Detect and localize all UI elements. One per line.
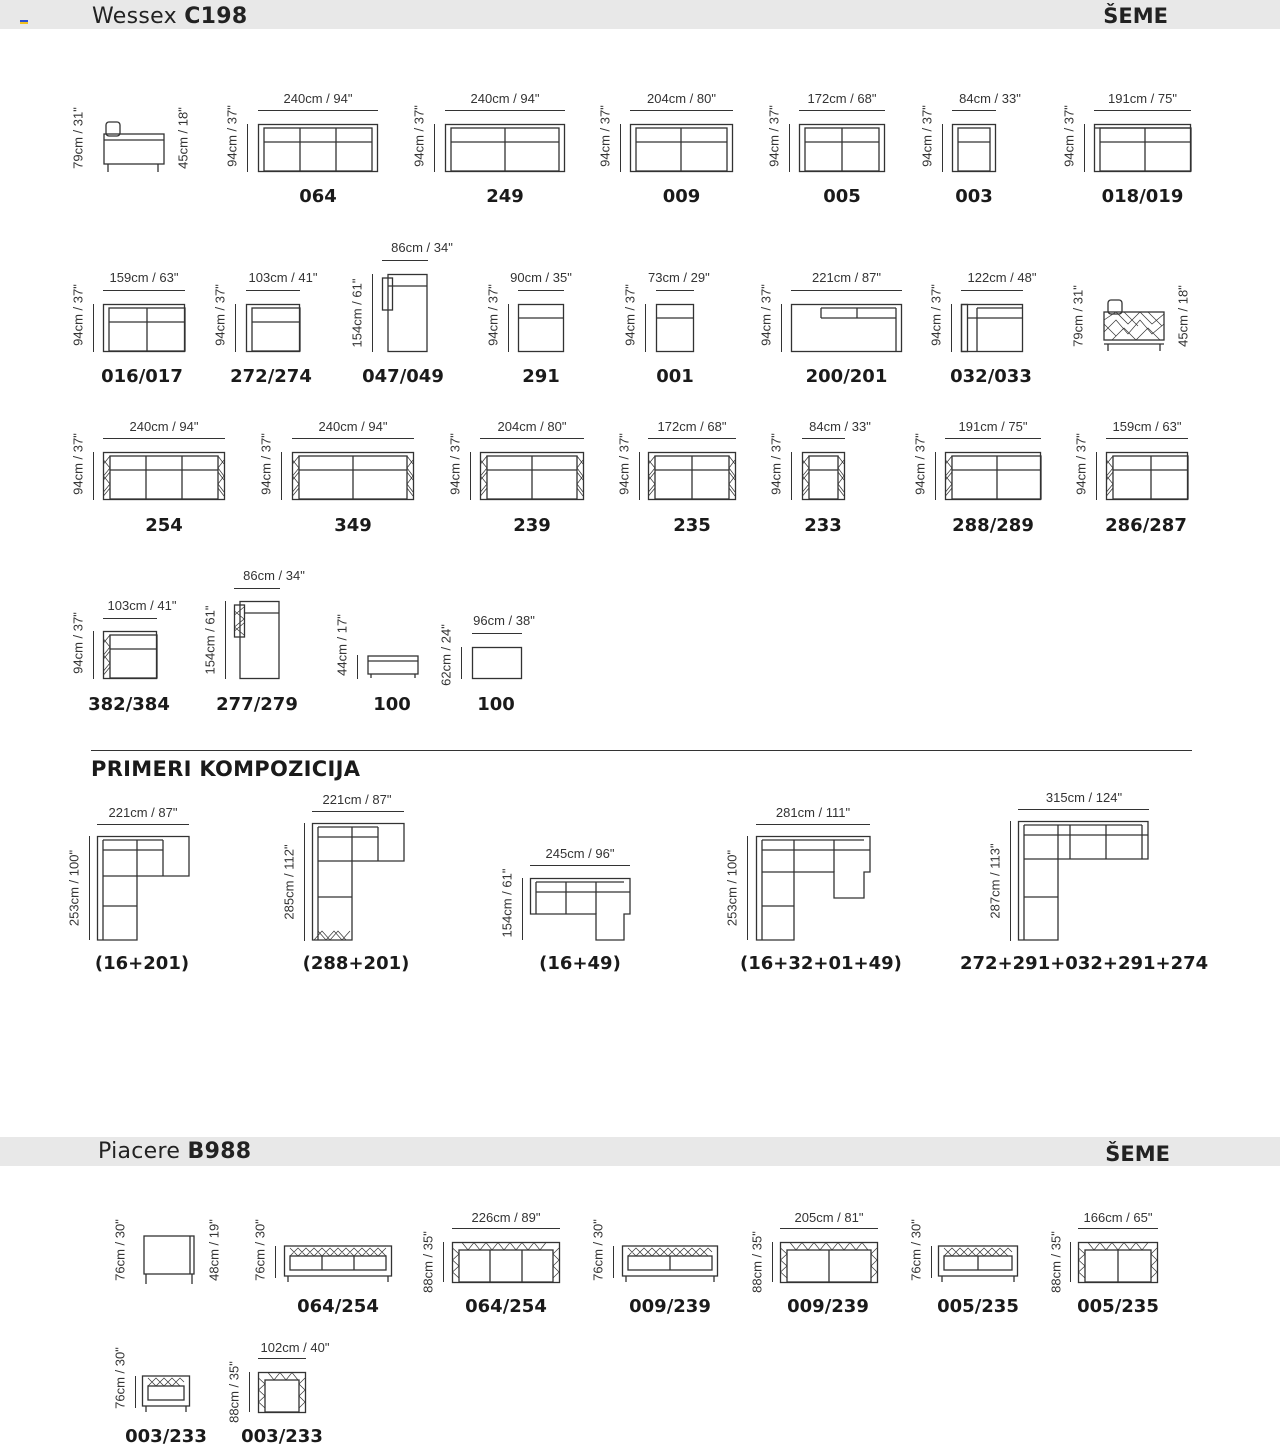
- dim-width-239: 204cm / 80": [497, 419, 567, 434]
- sofa-009-diagram: [630, 124, 733, 172]
- dim-line: [452, 1228, 560, 1229]
- dim-width-032-033: 122cm / 48": [967, 270, 1037, 285]
- dim-height-005-235-front: 76cm / 30": [908, 1219, 924, 1281]
- piacere-right-label: ŠEME: [1105, 1142, 1170, 1166]
- dim-line: [461, 647, 462, 679]
- sofa-016-017-diagram: [103, 304, 185, 352]
- dim-line: [645, 304, 646, 352]
- dim-height-349: 94cm / 37": [258, 433, 274, 495]
- sofa-291-diagram: [518, 304, 564, 352]
- dim-height-009-239-front: 76cm / 30": [590, 1219, 606, 1281]
- dim-height-003: 94cm / 37": [919, 105, 935, 167]
- dim-height-064: 94cm / 37": [224, 105, 240, 167]
- code-003-233-top: 003/233: [241, 1426, 323, 1447]
- code-016-017: 016/017: [101, 366, 183, 387]
- piacere-title: [98, 1137, 251, 1166]
- dim-line: [225, 601, 226, 679]
- dim-height-032-033: 94cm / 37": [928, 284, 944, 346]
- flag-icon: [20, 20, 28, 24]
- dim-line: [93, 304, 94, 352]
- dim-width-288-289: 191cm / 75": [958, 419, 1028, 434]
- dim-line: [292, 438, 414, 439]
- dim-height-200-201: 94cm / 37": [758, 284, 774, 346]
- code-001: 001: [656, 366, 694, 387]
- dim-width-16-49: 245cm / 96": [545, 846, 615, 861]
- dim-line: [508, 304, 509, 352]
- dim-line: [620, 124, 621, 172]
- wessex-model: C198: [184, 4, 248, 29]
- wessex-title: [92, 2, 247, 31]
- dim-width-286-287: 159cm / 63": [1112, 419, 1182, 434]
- dim-line: [791, 452, 792, 500]
- code-009: 009: [662, 186, 701, 207]
- code-249: 249: [486, 186, 524, 207]
- dim-width-016-017: 159cm / 63": [109, 270, 179, 285]
- dim-width-001: 73cm / 29": [648, 270, 710, 285]
- code-032-033: 032/033: [950, 366, 1032, 387]
- dim-height-239: 94cm / 37": [447, 433, 463, 495]
- dim-line: [103, 618, 157, 619]
- profile-seat-height-label: 48cm / 19": [206, 1219, 222, 1281]
- dim-line: [613, 1246, 614, 1278]
- sofa-288-289-diagram: [945, 452, 1041, 500]
- dim-line: [935, 452, 936, 500]
- piacere-064-254-top-diagram: [452, 1242, 560, 1283]
- code-288-201: (288+201): [302, 953, 410, 974]
- dim-line: [443, 1242, 444, 1282]
- dim-line: [518, 290, 564, 291]
- code-16-32-01-49: (16+32+01+49): [740, 953, 902, 974]
- dim-height-288-201: 285cm / 112": [281, 844, 297, 920]
- code-254: 254: [145, 515, 183, 536]
- piacere-005-235-top-diagram: [1078, 1242, 1158, 1283]
- dim-width-100-top: 96cm / 38": [473, 613, 535, 628]
- dim-height-254: 94cm / 37": [70, 433, 86, 495]
- dim-line: [931, 1246, 932, 1278]
- dim-height-277-279: 154cm / 61": [202, 605, 218, 675]
- chaise-047-049-diagram: [382, 274, 428, 352]
- dim-width-009-239-top: 205cm / 81": [794, 1210, 864, 1225]
- code-16-201: (16+201): [94, 953, 190, 974]
- sofa-005-diagram: [799, 124, 885, 172]
- piacere-003-233-front-diagram: [142, 1374, 190, 1414]
- code-064-254-top: 064/254: [465, 1296, 547, 1317]
- dim-height-16-201: 253cm / 100": [66, 849, 82, 927]
- dim-width-003-233-top: 102cm / 40": [260, 1340, 330, 1355]
- dim-width-272-274: 103cm / 41": [248, 270, 318, 285]
- dim-height-064-254-top: 88cm / 35": [420, 1231, 436, 1293]
- dim-width-003: 84cm / 33": [959, 91, 1021, 106]
- profile-seat-height-label: 45cm / 18": [175, 107, 191, 169]
- dim-width-349: 240cm / 94": [318, 419, 388, 434]
- dim-line: [480, 438, 584, 439]
- sofa-254-diagram: [103, 452, 225, 500]
- sofa-272-274-diagram: [246, 304, 300, 352]
- profile-height-label: 79cm / 31": [1070, 285, 1086, 347]
- dim-height-005: 94cm / 37": [766, 105, 782, 167]
- dim-height-005-235-top: 88cm / 35": [1048, 1231, 1064, 1293]
- dim-line: [93, 452, 94, 500]
- dim-line: [1106, 438, 1188, 439]
- piacere-model: B988: [187, 1139, 252, 1164]
- section-divider: [91, 750, 1192, 751]
- dim-width-288-201: 221cm / 87": [322, 792, 392, 807]
- code-009-239-front: 009/239: [629, 1296, 711, 1317]
- dim-height-249: 94cm / 37": [411, 105, 427, 167]
- dim-line: [235, 304, 236, 352]
- dim-line: [97, 824, 189, 825]
- dim-width-005-235-top: 166cm / 65": [1083, 1210, 1153, 1225]
- sofa-286-287-diagram: [1106, 452, 1188, 500]
- sofa-382-384-diagram: [103, 631, 157, 679]
- piacere-side-view-icon: [138, 1234, 200, 1286]
- code-005-235-front: 005/235: [937, 1296, 1019, 1317]
- dim-line: [281, 452, 282, 500]
- dim-width-064-254-top: 226cm / 89": [471, 1210, 541, 1225]
- dim-line: [93, 631, 94, 679]
- dim-line: [648, 438, 736, 439]
- dim-width-009: 204cm / 80": [647, 91, 716, 106]
- piacere-005-235-front-diagram: [938, 1244, 1018, 1284]
- dim-line: [372, 274, 373, 352]
- dim-line: [434, 124, 435, 172]
- code-239: 239: [513, 515, 551, 536]
- dim-line: [357, 655, 358, 679]
- composition-16-201-diagram: [97, 836, 190, 941]
- dim-line: [258, 1358, 306, 1359]
- dim-height-001: 94cm / 37": [622, 284, 638, 346]
- dim-line: [1018, 809, 1149, 810]
- dim-line: [772, 1242, 773, 1282]
- dim-width-277-279: 86cm / 34": [243, 568, 305, 583]
- dim-line: [952, 110, 996, 111]
- dim-line: [249, 1372, 250, 1412]
- composition-272-291-032-291-274-diagram: [1018, 821, 1149, 941]
- code-005-235-top: 005/235: [1077, 1296, 1159, 1317]
- code-272-291-032-291-274: 272+291+032+291+274: [960, 953, 1209, 974]
- dim-height-291: 94cm / 37": [485, 284, 501, 346]
- dim-width-382-384: 103cm / 41": [107, 598, 177, 613]
- dim-height-009: 94cm / 37": [597, 105, 613, 167]
- sofa-349-diagram: [292, 452, 414, 500]
- dim-line: [961, 290, 1023, 291]
- dim-height-233: 94cm / 37": [768, 433, 784, 495]
- wessex-right-label: ŠEME: [1103, 4, 1168, 28]
- sofa-003-diagram: [952, 124, 996, 172]
- dim-line: [780, 1228, 878, 1229]
- dim-width-254: 240cm / 94": [129, 419, 199, 434]
- dim-width-047-049: 86cm / 34": [391, 240, 453, 255]
- dim-line: [103, 438, 225, 439]
- chaise-277-279-diagram: [234, 601, 280, 679]
- dim-height-288-289: 94cm / 37": [912, 433, 928, 495]
- code-277-279: 277/279: [216, 694, 298, 715]
- dim-line: [799, 110, 885, 111]
- dim-line: [802, 438, 845, 439]
- dim-line: [1078, 1228, 1158, 1229]
- dim-line: [1010, 821, 1011, 941]
- dim-line: [522, 878, 523, 940]
- dim-height-100-side: 44cm / 17": [334, 614, 350, 676]
- dim-height-003-233-top: 88cm / 35": [226, 1361, 242, 1423]
- pouf-top-view-icon: [472, 647, 522, 679]
- dim-line: [135, 1376, 136, 1408]
- composition-288-201-diagram: [312, 823, 405, 941]
- dim-width-018-019: 191cm / 75": [1108, 91, 1177, 106]
- dim-line: [1084, 124, 1085, 172]
- dim-line: [470, 452, 471, 500]
- dim-width-200-201: 221cm / 87": [812, 270, 881, 285]
- piacere-003-233-top-diagram: [258, 1372, 306, 1413]
- sofa-001-diagram: [656, 304, 694, 352]
- dim-height-009-239-top: 88cm / 35": [749, 1231, 765, 1293]
- dim-line: [445, 110, 565, 111]
- piacere-009-239-front-diagram: [622, 1244, 718, 1284]
- dim-height-272-274: 94cm / 37": [212, 284, 228, 346]
- dim-line: [1094, 110, 1191, 111]
- dim-line: [247, 124, 248, 172]
- dim-line: [1070, 1242, 1071, 1282]
- dim-height-382-384: 94cm / 37": [70, 612, 86, 674]
- dim-height-100-top: 62cm / 24": [438, 624, 454, 686]
- code-064-254-front: 064/254: [297, 1296, 379, 1317]
- dim-line: [382, 260, 428, 261]
- dim-width-233: 84cm / 33": [809, 419, 871, 434]
- dim-height-235: 94cm / 37": [616, 433, 632, 495]
- dim-line: [234, 588, 280, 589]
- dim-width-064: 240cm / 94": [283, 91, 353, 106]
- dim-line: [656, 290, 694, 291]
- dim-width-16-201: 221cm / 87": [108, 805, 178, 820]
- sofa-064-diagram: [258, 124, 378, 172]
- dim-line: [103, 290, 185, 291]
- dim-line: [639, 452, 640, 500]
- dim-height-047-049: 154cm / 61": [349, 278, 365, 348]
- dim-line: [1096, 452, 1097, 500]
- dim-line: [275, 1246, 276, 1278]
- dim-width-249: 240cm / 94": [470, 91, 540, 106]
- code-233: 233: [804, 515, 842, 536]
- piacere-064-254-front-diagram: [284, 1244, 392, 1284]
- dim-width-005: 172cm / 68": [807, 91, 877, 106]
- code-382-384: 382/384: [88, 694, 170, 715]
- dim-height-16-32-01-49: 253cm / 100": [724, 849, 740, 927]
- dim-height-064-254-front: 76cm / 30": [252, 1219, 268, 1281]
- composition-16-32-01-49-diagram: [756, 836, 871, 941]
- dim-line: [312, 811, 404, 812]
- piacere-009-239-top-diagram: [780, 1242, 878, 1283]
- dim-width-272-291-032-291-274: 315cm / 124": [1045, 790, 1123, 805]
- dim-line: [942, 124, 943, 172]
- code-200-201: 200/201: [805, 366, 888, 387]
- dim-height-272-291-032-291-274: 287cm / 113": [987, 843, 1003, 919]
- composition-16-49-diagram: [530, 878, 631, 941]
- code-16-49: (16+49): [539, 953, 621, 974]
- dim-line: [304, 823, 305, 941]
- code-291: 291: [522, 366, 560, 387]
- wessex-name: Wessex: [92, 4, 177, 29]
- code-100-side: 100: [373, 694, 411, 715]
- sofa-249-diagram: [445, 124, 565, 172]
- code-286-287: 286/287: [1105, 515, 1187, 536]
- code-288-289: 288/289: [952, 515, 1034, 536]
- dim-line: [530, 865, 630, 866]
- profile-seat-height-label: 45cm / 18": [1175, 285, 1191, 347]
- sofa-018-019-diagram: [1094, 124, 1191, 172]
- dim-line: [781, 304, 782, 352]
- piacere-name: Piacere: [98, 1139, 181, 1164]
- code-349: 349: [334, 515, 372, 536]
- quilted-side-view-icon: [1098, 296, 1170, 354]
- code-005: 005: [823, 186, 861, 207]
- dim-line: [756, 824, 870, 825]
- dim-line: [630, 110, 733, 111]
- dim-line: [258, 110, 378, 111]
- dim-line: [951, 304, 952, 352]
- code-003-233-front: 003/233: [125, 1426, 207, 1447]
- dim-height-286-287: 94cm / 37": [1073, 433, 1089, 495]
- dim-width-291: 90cm / 35": [510, 270, 572, 285]
- code-018-019: 018/019: [1101, 186, 1184, 207]
- dim-height-003-233-front: 76cm / 30": [112, 1347, 128, 1409]
- dim-width-235: 172cm / 68": [657, 419, 727, 434]
- corner-032-033-diagram: [961, 304, 1023, 352]
- sofa-235-diagram: [648, 452, 736, 500]
- profile-height-label: 76cm / 30": [112, 1219, 128, 1281]
- compositions-heading: PRIMERI KOMPOZICIJA: [91, 757, 361, 781]
- code-047-049: 047/049: [362, 366, 444, 387]
- dim-line: [747, 836, 748, 940]
- code-009-239-top: 009/239: [787, 1296, 869, 1317]
- sofa-239-diagram: [480, 452, 584, 500]
- corner-200-201-diagram: [791, 304, 902, 352]
- dim-height-016-017: 94cm / 37": [70, 284, 86, 346]
- dim-line: [89, 836, 90, 940]
- code-064: 064: [299, 186, 337, 207]
- code-003: 003: [955, 186, 993, 207]
- code-100-top: 100: [477, 694, 515, 715]
- dim-line: [791, 290, 902, 291]
- dim-line: [789, 124, 790, 172]
- profile-height-label: 79cm / 31": [70, 107, 86, 169]
- dim-height-16-49: 154cm / 61": [499, 868, 515, 938]
- dim-line: [945, 438, 1041, 439]
- sofa-side-view-icon: [98, 118, 168, 176]
- dim-line: [472, 633, 522, 634]
- dim-height-018-019: 94cm / 37": [1061, 105, 1077, 167]
- dim-line: [246, 290, 300, 291]
- pouf-side-view-icon: [367, 655, 419, 679]
- dim-width-16-32-01-49: 281cm / 111": [775, 805, 851, 820]
- code-272-274: 272/274: [230, 366, 312, 387]
- sofa-233-diagram: [802, 452, 845, 500]
- code-235: 235: [673, 515, 711, 536]
